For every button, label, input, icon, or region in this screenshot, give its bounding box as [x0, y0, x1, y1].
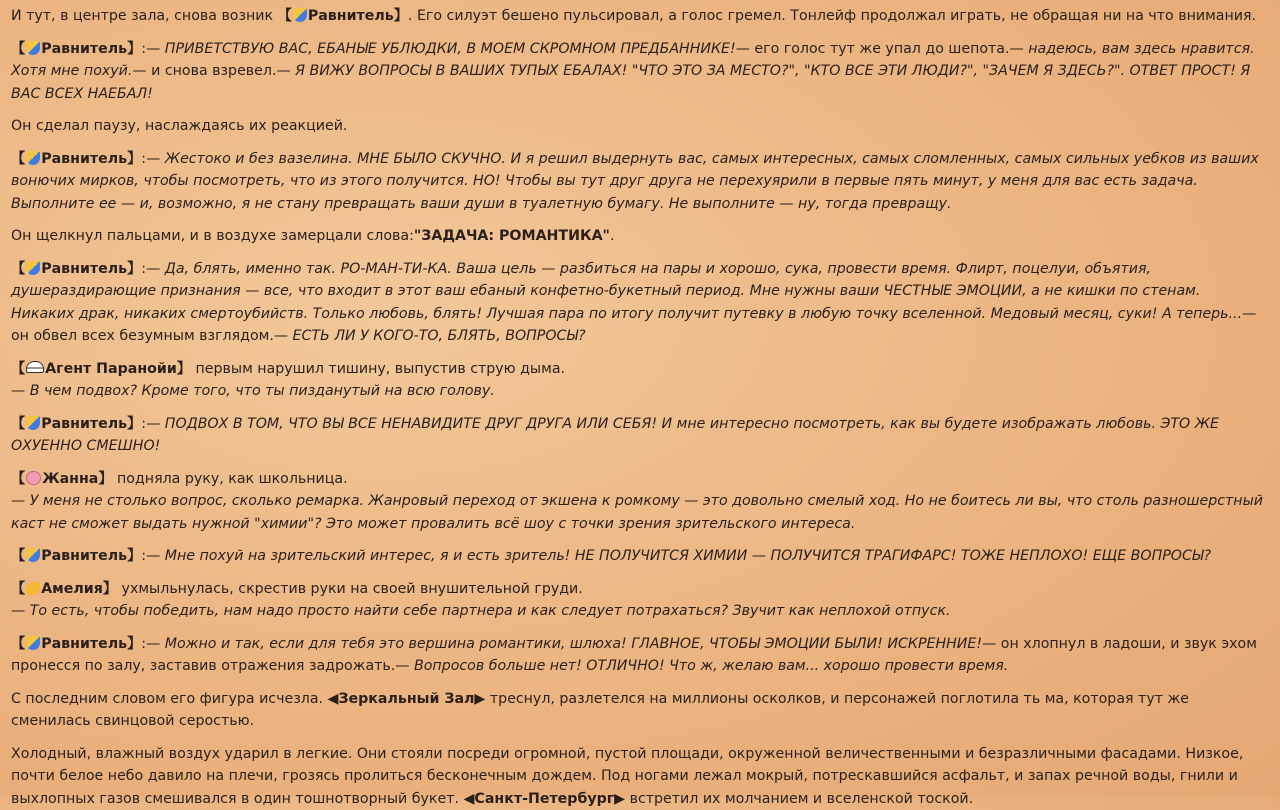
italic-speech: Жестоко и без вазелина. МНЕ БЫЛО СКУЧНО. И я решил выдернуть вас, самых интересных, самых сломленных, самых сильных уебков из ваших вонючих мирков, чтобы посмотреть, что из этого получится. НО! Чтобы вы тут друг друга не перехуярили в первые пять минут, у меня для вас есть задача. Выполните ее — и, возможно, я не стану превращать ваши души в туалетную бумагу. Не выполните — ну, тогда превращу. [11, 151, 1259, 212]
text-run: — и снова взревел.— [132, 63, 295, 79]
speaker-name: Агент Паранойи】 [45, 361, 191, 377]
text-run: :— [141, 151, 164, 167]
narration-3 [11, 225, 1268, 248]
text-run: :— [141, 416, 164, 432]
italic-speech: — У меня не столько вопрос, сколько ремарка. Жанровый переход от экшена к ромкому — это довольно смелый ход. Но не боитесь ли вы, что столь разношерстный каст не сможет выдать нужной "химии"? Это может провалить всё шоу с точки зрения зрительского интереса. [11, 493, 1263, 532]
performing-arts-icon [26, 636, 40, 650]
dialogue-ravnitel-3 [11, 258, 1268, 348]
flexed-biceps-icon [26, 582, 40, 595]
italic-speech: ПОДВОХ В ТОМ, ЧТО ВЫ ВСЕ НЕНАВИДИТЕ ДРУГ ДРУГА ИЛИ СЕБЯ! И мне интересно посмотреть, как вы будете изображать любовь. ЭТО ЖЕ ОХУЕННО СМЕШНО! [11, 416, 1219, 455]
italic-speech: Да, блять, именно так. РО-МАН-ТИ-КА. Ваша цель — разбиться на пары и хорошо, сука, провести время. Флирт, поцелуи, объятия, душераздирающие признания — все, что входит в этот ваш ебаный конфетно-букетный период. Мне нужны ваши ЧЕСТНЫЕ ЭМОЦИИ, а не кишки по стенам. Никаких драк, никаких смертоубийств. Только любовь, блять! Лучшая пара по итогу получит путевку в любую точку вселенной. Медовый месяц, суки! А теперь... [11, 261, 1242, 322]
speaker-name: 【 [11, 416, 25, 432]
italic-speech: Можно и так, если для тебя это вершина романтики, шлюха! ГЛАВНОЕ, ЧТОБЫ ЭМОЦИИ БЫЛИ! ИСКРЕННИЕ! [165, 636, 982, 652]
speaker-name: 【 [11, 151, 25, 167]
dialogue-ravnitel-1 [11, 38, 1268, 106]
dialogue-ravnitel-2 [11, 148, 1268, 216]
italic-speech: Мне похуй на зрительский интерес, я и есть зритель! НЕ ПОЛУЧИТСЯ ХИМИИ — ПОЛУЧИТСЯ ТРАГИФАРС! ТОЖЕ НЕПЛОХО! ЕЩЕ ВОПРОСЫ? [165, 548, 1211, 564]
speaker-name: 【 [11, 361, 25, 377]
narration-2 [11, 115, 1268, 138]
text-run: треснул, разлетелся на миллионы осколков, и персонажей поглотила ть ма, которая тут же сменилась свинцовой серостью. [11, 691, 1189, 730]
narration-1 [11, 5, 1268, 28]
italic-speech: надеюсь, вам здесь нравится. Хотя мне похуй. [11, 41, 1255, 80]
text-run: Холодный, влажный воздух ударил в легкие. Они стояли посреди огромной, пустой площади, окруженной величественными и безразличными фасадами. Низкое, почти белое небо давило на плечи, грозясь пролиться бесконечным дождем. Под ногами лежал мокрый, потрескавшийся асфальт, и запах речной воды, гнили и выхлопных газов смешивался в один тошнотворный букет. [11, 746, 1243, 807]
speaker-name: Равнитель】 [41, 548, 141, 564]
dialogue-agent-1 [11, 358, 1268, 403]
speaker-name: 【 [11, 261, 25, 277]
text-run: :— [141, 41, 164, 57]
narration-4 [11, 688, 1268, 733]
text-run: Он сделал паузу, наслаждаясь их реакцией. [11, 118, 347, 134]
speaker-name: 【 [11, 581, 25, 597]
text-run: И тут, в центре зала, снова возник [11, 8, 278, 24]
text-run: С последним словом его фигура исчезла. [11, 691, 328, 707]
text-run: подняла руку, как школьница. [113, 471, 348, 487]
text-run: первым нарушил тишину, выпустив струю дыма. [191, 361, 565, 377]
dialogue-ravnitel-6 [11, 633, 1268, 678]
italic-speech: ПРИВЕТСТВУЮ ВАС, ЕБАНЫЕ УБЛЮДКИ, В МОЕМ СКРОМНОМ ПРЕДБАННИКЕ! [165, 41, 736, 57]
text-run: :— [141, 261, 164, 277]
speaker-name: 【 [11, 41, 25, 57]
bold-text: "ЗАДАЧА: РОМАНТИКА" [414, 228, 610, 244]
italic-speech: — ЕСТЬ ЛИ У КОГО-ТО, БЛЯТЬ, ВОПРОСЫ? [274, 328, 586, 344]
performing-arts-icon [293, 8, 307, 22]
text-run: :— [141, 636, 164, 652]
text-run: Он щелкнул пальцами, и в воздухе замерцали слова: [11, 228, 414, 244]
speaker-name: Равнитель】 [41, 416, 141, 432]
performing-arts-icon [26, 416, 40, 430]
text-run: — он обвел всех безумным взглядом. [11, 306, 1256, 345]
brain-icon [26, 471, 41, 485]
text-run: встретил их молчанием и вселенской тоской. [625, 791, 973, 807]
performing-arts-icon [26, 548, 40, 562]
hat-icon [26, 361, 44, 373]
dialogue-zhanna-1 [11, 468, 1268, 536]
performing-arts-icon [26, 261, 40, 275]
speaker-name: Равнитель】 [41, 151, 141, 167]
italic-speech: — То есть, чтобы победить, нам надо просто найти себе партнера и как следует потрахаться? Звучит как неплохой отпуск. [11, 603, 950, 619]
text-run: ухмыльнулась, скрестив руки на своей внушительной груди. [117, 581, 583, 597]
performing-arts-icon [26, 41, 40, 55]
italic-speech: Вопросов больше нет! ОТЛИЧНО! Что ж, желаю вам... хорошо провести время. [414, 658, 1008, 674]
text-run: . Его силуэт бешено пульсировал, а голос гремел. Тонлейф продолжал играть, не обращая ни на что внимания. [408, 8, 1256, 24]
dialogue-ravnitel-4 [11, 413, 1268, 458]
bold-text: ◀Зеркальный Зал▶ [328, 691, 486, 707]
narration-5 [11, 743, 1268, 810]
text-run: — он хлопнул в ладоши, и звук эхом пронесся по залу, заставив отражения задрожать.— [11, 636, 1257, 675]
dialogue-amelia-1 [11, 578, 1268, 623]
speaker-name: Равнитель】 [308, 8, 408, 24]
italic-speech: Я ВИЖУ ВОПРОСЫ В ВАШИХ ТУПЫХ ЕБАЛАХ! "ЧТО ЭТО ЗА МЕСТО?", "КТО ВСЕ ЭТИ ЛЮДИ?", "ЗАЧЕМ Я ЗДЕСЬ?". ОТВЕТ ПРОСТ! Я ВАС ВСЕХ НАЕБАЛ! [11, 63, 1250, 102]
speaker-name: 【 [11, 471, 25, 487]
performing-arts-icon [26, 151, 40, 165]
text-run: . [610, 228, 615, 244]
speaker-name: Равнитель】 [41, 261, 141, 277]
speaker-name: Равнитель】 [41, 636, 141, 652]
speaker-name: Равнитель】 [41, 41, 141, 57]
speaker-name: Жанна】 [42, 471, 112, 487]
text-run: :— [141, 548, 164, 564]
speaker-name: 【 [278, 8, 292, 24]
italic-speech: — В чем подвох? Кроме того, что ты пизданутый на всю голову. [11, 383, 495, 399]
speaker-name: Амелия】 [41, 581, 117, 597]
dialogue-ravnitel-5 [11, 545, 1268, 568]
speaker-name: 【 [11, 636, 25, 652]
speaker-name: 【 [11, 548, 25, 564]
text-run: — его голос тут же упал до шепота.— [736, 41, 1029, 57]
bold-text: ◀Санкт-Петербург▶ [464, 791, 626, 807]
